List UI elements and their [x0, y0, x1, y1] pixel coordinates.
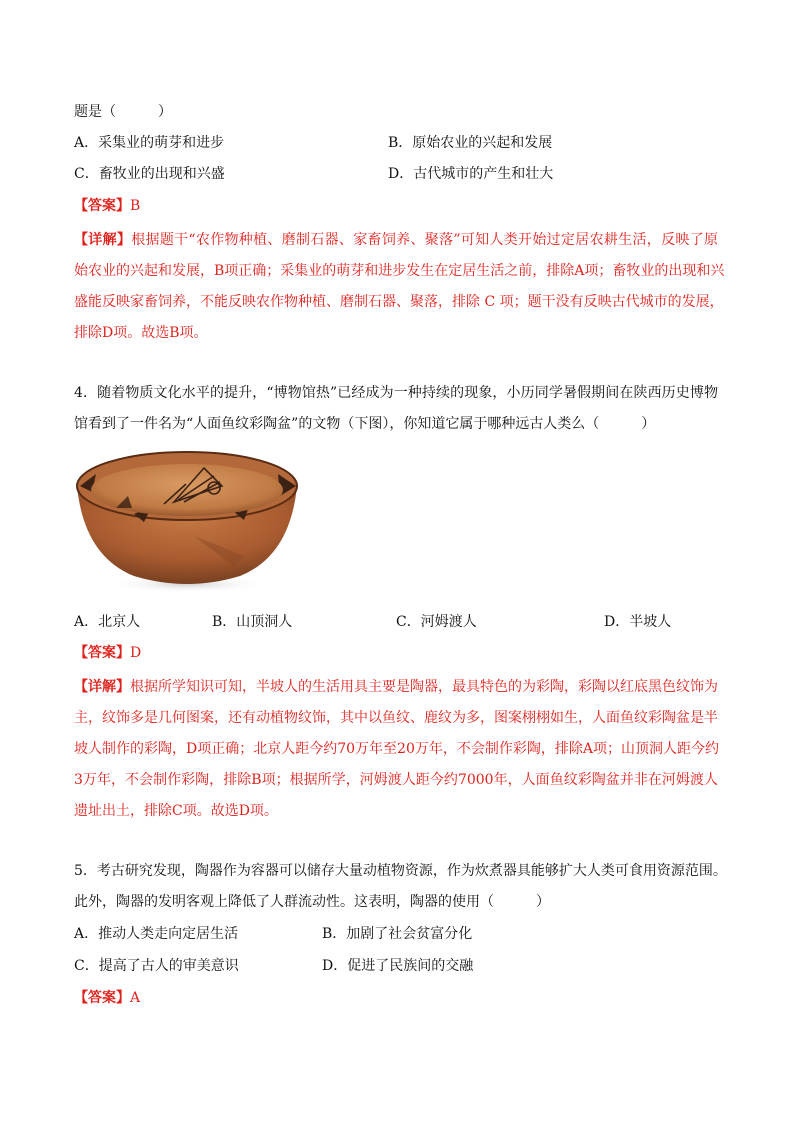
- q3-option-c: C．畜牧业的出现和兴盛: [74, 166, 225, 182]
- detail-text: 坡人制作的彩陶，D项正确；北京人距今约70万年至20万年，不会制作彩陶，排除A项；山顶洞人距今约: [74, 741, 719, 757]
- q4-option-a: A．北京人: [74, 614, 141, 630]
- detail-text: 主，纹饰多是几何图案，还有动植物纹饰，其中以鱼纹、鹿纹为多，图案栩栩如生，人面鱼纹彩陶盆是半: [74, 710, 718, 726]
- stem-text: 4．随着物质文化水平的提升，“博物馆热”已经成为一种持续的现象，小历同学暑假期间在陕西历史博物: [74, 385, 718, 401]
- q3-detail-line-2: [74, 261, 725, 281]
- q4-detail-line-1: [74, 677, 718, 697]
- detail-text: 根据所学知识可知，半坡人的生活用具主要是陶器，最具特色的为彩陶，彩陶以红底黑色纹饰为: [130, 679, 718, 695]
- q5-stem-line-2: 此外，陶器的发明客观上降低了人群流动性。这表明，陶器的使用（ ）: [74, 894, 550, 910]
- q4-option-c: C．河姆渡人: [396, 614, 477, 630]
- answer-value: B: [130, 198, 141, 214]
- q3-detail-line-4: 排除D项。故选B项。: [74, 325, 208, 341]
- q3-detail-line-1: [74, 230, 718, 250]
- q4-detail-line-4: [74, 770, 718, 790]
- q4-detail-line-2: [74, 708, 718, 728]
- detail-text: 始农业的兴起和发展，B项正确；采集业的萌芽和进步发生在定居生活之前，排除A项；畜牧业的出现和兴: [74, 263, 725, 279]
- q5-option-d: D．促进了民族间的交融: [322, 958, 474, 974]
- detail-tag: 【详解】: [74, 232, 132, 248]
- q5-option-c: C．提高了古人的审美意识: [74, 958, 239, 974]
- answer-tag: 【答案】: [74, 198, 130, 214]
- answer-tag: 【答案】: [74, 990, 130, 1006]
- q3-answer: [74, 196, 140, 216]
- q3-stem-tail: 题是（ ）: [74, 104, 172, 120]
- q3-option-d: D．古代城市的产生和壮大: [388, 166, 554, 182]
- q4-stem-line-2: 馆看到了一件名为“人面鱼纹彩陶盆”的文物（下图），你知道它属于哪种远古人类么（ ）: [74, 416, 656, 432]
- q5-option-b: B．加剧了社会贫富分化: [322, 926, 473, 942]
- q4-option-d: D．半坡人: [604, 614, 672, 630]
- q4-answer: [74, 643, 141, 663]
- answer-value: D: [130, 645, 142, 661]
- q4-option-b: B．山顶洞人: [212, 614, 293, 630]
- q4-detail-line-5: 遗址出土，排除C项。故选D项。: [74, 803, 278, 819]
- stem-text: 5．考古研究发现，陶器作为容器可以储存大量动植物资源，作为炊煮器具能够扩大人类可食用资源范围。: [74, 863, 727, 879]
- q3-detail-line-3: [74, 292, 724, 312]
- q3-option-b: B．原始农业的兴起和发展: [388, 135, 553, 151]
- q5-stem-line-1: [74, 861, 727, 881]
- q4-stem-line-1: [74, 383, 718, 403]
- q3-option-a: A．采集业的萌芽和进步: [74, 135, 225, 151]
- q5-answer: [74, 988, 140, 1008]
- detail-text: 根据题干“农作物种植、磨制石器、家畜饲养、聚落”可知人类开始过定居农耕生活，反映了原: [131, 232, 719, 248]
- q4-detail-line-3: [74, 739, 718, 759]
- detail-text: 3万年，不会制作彩陶，排除B项；根据所学，河姆渡人距今约7000年，人面鱼纹彩陶盆并非在河姆渡人: [74, 772, 718, 788]
- detail-text: 盛能反映家畜饲养，不能反映农作物种植、磨制石器、聚落，排除 C 项；题干没有反映古代城市的发展，: [74, 294, 724, 310]
- detail-tag: 【详解】: [74, 679, 130, 695]
- answer-value: A: [130, 990, 141, 1006]
- q5-option-a: A．推动人类走向定居生活: [74, 926, 239, 942]
- painted-pottery-basin-photo: [74, 446, 300, 594]
- answer-tag: 【答案】: [74, 645, 130, 661]
